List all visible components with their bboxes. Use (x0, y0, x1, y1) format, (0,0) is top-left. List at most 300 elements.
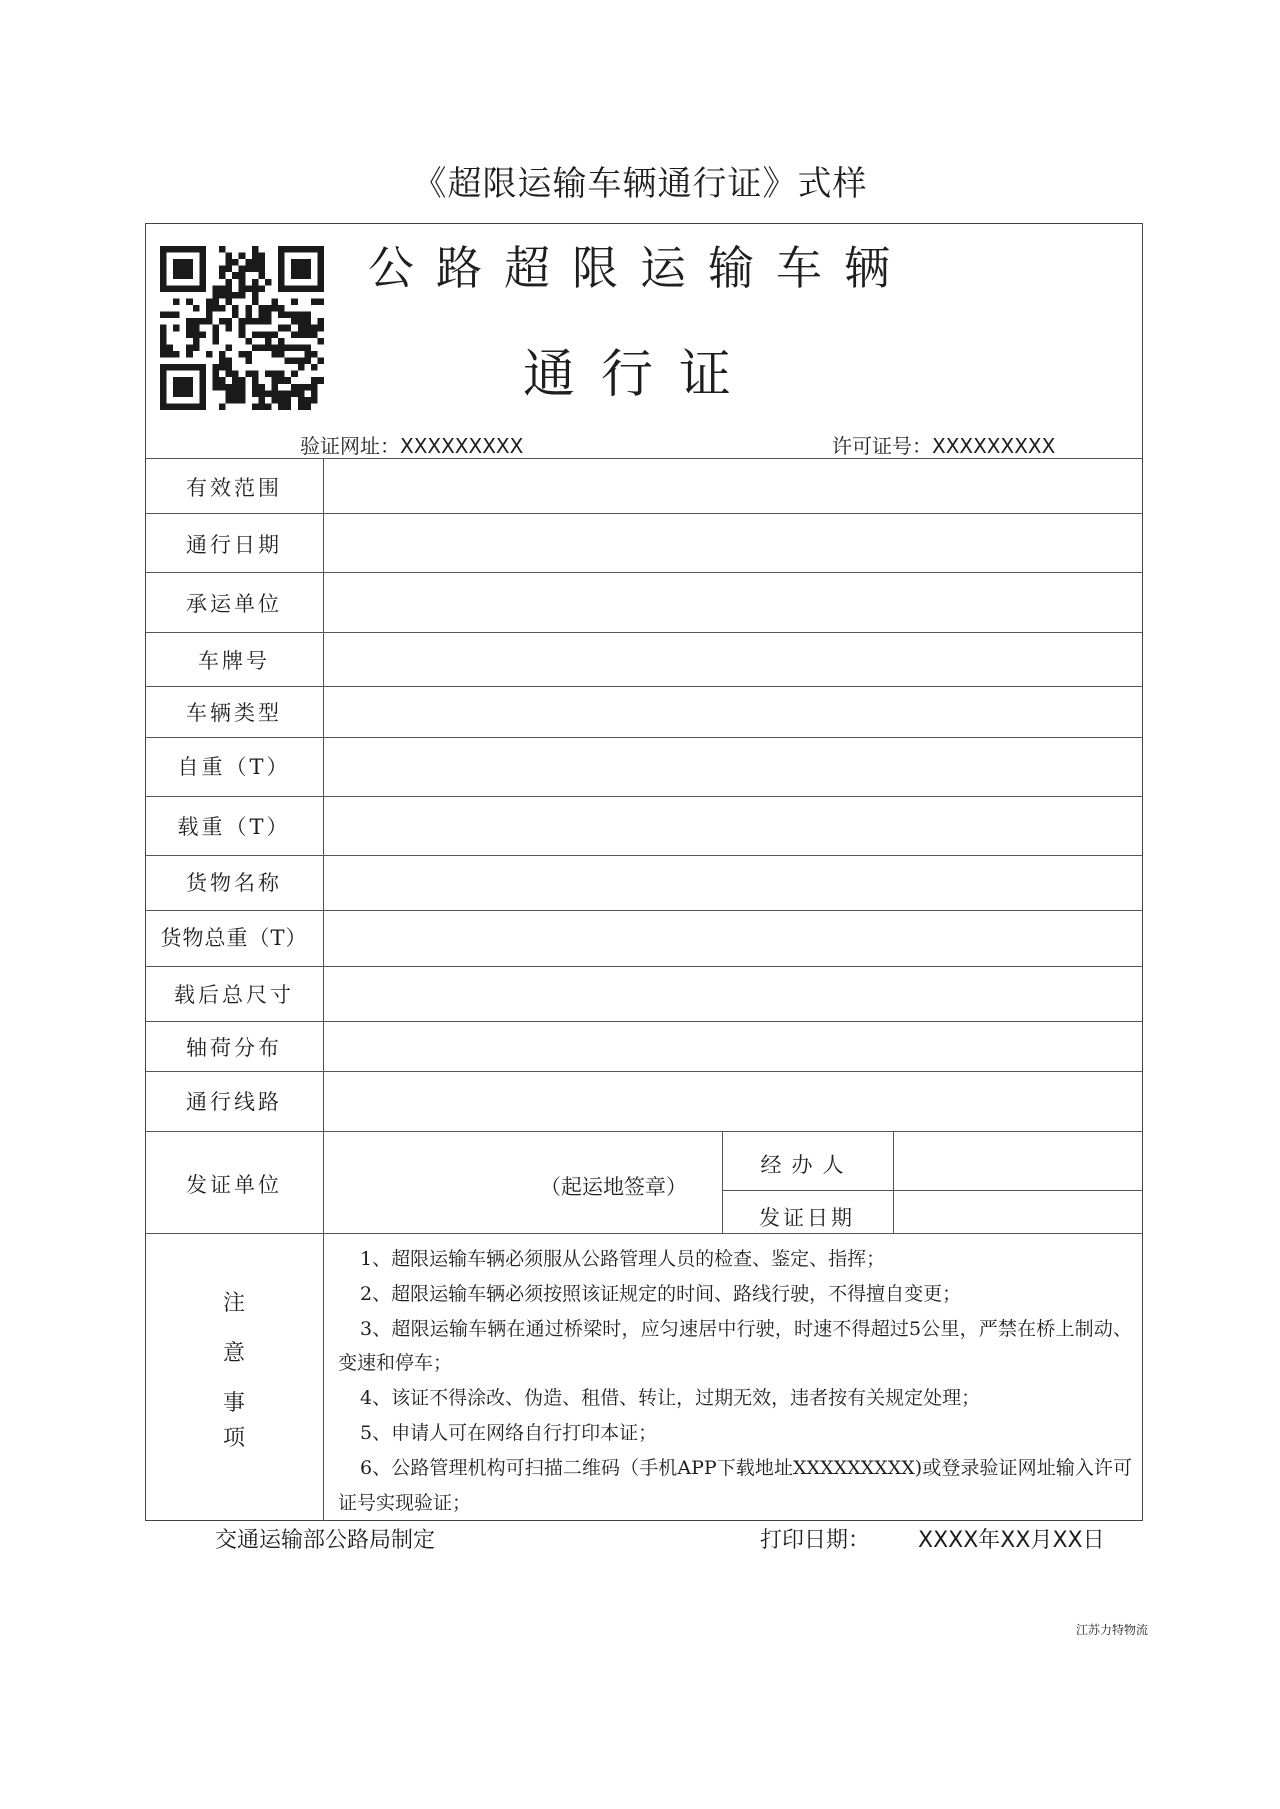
qr-module (291, 266, 298, 273)
qr-module (298, 272, 305, 279)
seal-note: （起运地签章） (540, 1175, 687, 1199)
qr-module (298, 266, 305, 273)
qr-module (285, 403, 292, 410)
qr-module (199, 285, 206, 292)
qr-module (232, 384, 239, 391)
qr-module (167, 403, 174, 410)
qr-module (212, 331, 219, 338)
qr-module (278, 338, 285, 345)
qr-module (186, 331, 193, 338)
qr-module (304, 312, 311, 319)
qr-module (291, 344, 298, 351)
qr-module (219, 318, 226, 325)
qr-module (186, 246, 193, 253)
qr-module (186, 298, 193, 305)
note-item: 2、超限运输车辆必须按照该证规定的时间、路线行驶，不得擅自变更； (360, 1282, 962, 1305)
qr-module (232, 259, 239, 266)
qr-module (317, 266, 324, 273)
qr-module (265, 279, 272, 286)
qr-module (291, 390, 298, 397)
qr-module (317, 279, 324, 286)
qr-module (173, 272, 180, 279)
qr-module (199, 272, 206, 279)
field-label-cargo-name: 货物名称 (186, 871, 282, 895)
qr-module (173, 312, 180, 319)
qr-module (219, 377, 226, 384)
qr-module (160, 351, 167, 358)
qr-module (291, 371, 298, 378)
qr-module (291, 285, 298, 292)
qr-module (173, 266, 180, 273)
qr-module (212, 338, 219, 345)
qr-module (285, 246, 292, 253)
qr-module (258, 266, 265, 273)
qr-module (252, 331, 259, 338)
qr-module (278, 266, 285, 273)
qr-module (186, 384, 193, 391)
qr-module (278, 259, 285, 266)
qr-module (304, 403, 311, 410)
grid-line (722, 1190, 1143, 1191)
qr-module (193, 318, 200, 325)
qr-module (186, 325, 193, 332)
qr-module (226, 371, 233, 378)
field-label-load-weight: 载重（T） (177, 815, 291, 839)
field-label-route: 通行线路 (186, 1090, 282, 1114)
qr-module (252, 371, 259, 378)
qr-module (272, 377, 279, 384)
qr-module (219, 364, 226, 371)
qr-module (252, 292, 259, 299)
qr-module (278, 403, 285, 410)
qr-module (304, 384, 311, 391)
qr-module (278, 272, 285, 279)
qr-module (304, 358, 311, 365)
qr-module (226, 318, 233, 325)
qr-module (186, 318, 193, 325)
note-item: 1、超限运输车辆必须服从公路管理人员的检查、鉴定、指挥； (360, 1248, 886, 1270)
qr-module (160, 285, 167, 292)
grid-line (323, 458, 324, 1521)
qr-module (278, 325, 285, 332)
qr-module (298, 246, 305, 253)
qr-module (226, 285, 233, 292)
qr-module (212, 285, 219, 292)
qr-module (173, 377, 180, 384)
qr-module (239, 351, 246, 358)
qr-module (304, 351, 311, 358)
qr-module (258, 390, 265, 397)
permit-number: 许可证号：XXXXXXXXX (832, 434, 1056, 458)
qr-module (199, 364, 206, 371)
notes-label-char: 事 (222, 1391, 245, 1416)
qr-module (258, 318, 265, 325)
qr-module (258, 253, 265, 260)
grid-line (145, 737, 1143, 738)
qr-module (232, 397, 239, 404)
qr-module (219, 246, 226, 253)
grid-line (145, 513, 1143, 514)
qr-module (298, 390, 305, 397)
qr-module (252, 344, 259, 351)
qr-module (317, 259, 324, 266)
qr-module (291, 272, 298, 279)
qr-module (239, 272, 246, 279)
qr-module (317, 246, 324, 253)
note-item: 6、公路管理机构可扫描二维码（手机APP下载地址XXXXXXXXX)或登录验证网址输入许可证号实现验证； (338, 1456, 1132, 1514)
qr-module (173, 246, 180, 253)
qr-module (252, 246, 259, 253)
qr-module (285, 358, 292, 365)
qr-module (160, 344, 167, 351)
qr-module (298, 384, 305, 391)
qr-module (258, 285, 265, 292)
qr-module (252, 285, 259, 292)
qr-module (186, 390, 193, 397)
qr-module (173, 351, 180, 358)
permit-subtitle: 通行证 (522, 345, 757, 405)
handler-label: 经办人 (760, 1153, 854, 1177)
qr-module (285, 390, 292, 397)
qr-module (226, 390, 233, 397)
qr-module (193, 246, 200, 253)
qr-module (291, 384, 298, 391)
qr-module (206, 312, 213, 319)
field-label-plate-number: 车牌号 (198, 649, 270, 673)
qr-module (199, 279, 206, 286)
field-label-curb-weight: 自重（T） (177, 755, 291, 779)
qr-module (252, 318, 259, 325)
qr-module (186, 272, 193, 279)
qr-module (180, 364, 187, 371)
qr-module (278, 279, 285, 286)
qr-module (265, 312, 272, 319)
qr-module (186, 403, 193, 410)
qr-module (258, 305, 265, 312)
field-label-pass-date: 通行日期 (186, 533, 282, 557)
qr-module (186, 259, 193, 266)
grid-line (145, 1071, 1143, 1072)
qr-module (199, 259, 206, 266)
qr-module (212, 371, 219, 378)
qr-module (278, 390, 285, 397)
qr-module (199, 246, 206, 253)
print-date-label: 打印日期： (760, 1528, 871, 1553)
qr-module (199, 397, 206, 404)
qr-module (317, 358, 324, 365)
qr-module (199, 318, 206, 325)
qr-module (278, 305, 285, 312)
qr-module (239, 384, 246, 391)
qr-module (265, 403, 272, 410)
qr-module (285, 325, 292, 332)
notes-list (338, 1242, 1132, 1520)
qr-module (219, 351, 226, 358)
qr-module (180, 272, 187, 279)
qr-module (285, 312, 292, 319)
qr-module (258, 272, 265, 279)
qr-module (173, 403, 180, 410)
page-title: 《超限运输车辆通行证》式样 (412, 164, 868, 204)
notes-label-char: 意 (222, 1341, 245, 1366)
print-date-value: XXXX年XX月XX日 (918, 1528, 1105, 1553)
qr-module (311, 351, 318, 358)
grid-line (145, 572, 1143, 573)
qr-module (232, 371, 239, 378)
qr-module (206, 318, 213, 325)
qr-module (160, 338, 167, 345)
qr-module (193, 344, 200, 351)
qr-module (167, 364, 174, 371)
qr-module (219, 272, 226, 279)
qr-module (193, 285, 200, 292)
qr-module (258, 312, 265, 319)
qr-module (186, 285, 193, 292)
notes-label-char: 注 (222, 1291, 245, 1316)
qr-module (160, 325, 167, 332)
qr-module (160, 253, 167, 260)
qr-module (199, 377, 206, 384)
qr-module (278, 377, 285, 384)
qr-module (272, 305, 279, 312)
qr-module (291, 318, 298, 325)
qr-module (199, 403, 206, 410)
qr-module (298, 331, 305, 338)
note-item: 4、该证不得涂改、伪造、租借、转让，过期无效，违者按有关规定处理； (360, 1387, 981, 1410)
qr-module (212, 384, 219, 391)
grid-line (145, 910, 1143, 911)
qr-module (285, 344, 292, 351)
qr-module (258, 259, 265, 266)
qr-module (291, 259, 298, 266)
qr-module (239, 390, 246, 397)
field-label-vehicle-type: 车辆类型 (186, 701, 282, 725)
qr-module (304, 397, 311, 404)
qr-module (219, 358, 226, 365)
qr-module (193, 325, 200, 332)
qr-module (226, 397, 233, 404)
field-label-axle-load: 轴荷分布 (186, 1036, 282, 1060)
qr-module (311, 390, 318, 397)
qr-module (180, 403, 187, 410)
qr-module (285, 397, 292, 404)
qr-module (317, 338, 324, 345)
qr-module (226, 292, 233, 299)
field-label-carrier: 承运单位 (186, 592, 282, 616)
qr-module (160, 390, 167, 397)
qr-module (298, 325, 305, 332)
qr-module (258, 397, 265, 404)
qr-module (245, 358, 252, 365)
qr-module (291, 246, 298, 253)
qr-code[interactable] (160, 246, 324, 410)
qr-module (317, 285, 324, 292)
qr-module (265, 371, 272, 378)
qr-module (226, 298, 233, 305)
qr-module (226, 253, 233, 260)
qr-module (173, 285, 180, 292)
qr-module (317, 325, 324, 332)
qr-module (252, 279, 259, 286)
qr-module (272, 344, 279, 351)
qr-module (186, 266, 193, 273)
qr-module (206, 298, 213, 305)
qr-module (311, 298, 318, 305)
qr-module (278, 285, 285, 292)
qr-module (304, 272, 311, 279)
qr-module (239, 266, 246, 273)
qr-module (160, 279, 167, 286)
qr-module (186, 351, 193, 358)
qr-module (278, 371, 285, 378)
qr-module (298, 344, 305, 351)
qr-module (232, 305, 239, 312)
qr-module (317, 318, 324, 325)
qr-module (173, 259, 180, 266)
qr-module (193, 338, 200, 345)
qr-module (160, 312, 167, 319)
qr-module (173, 364, 180, 371)
permit-title: 公路超限运输车辆 (368, 241, 912, 295)
qr-module (317, 272, 324, 279)
qr-module (245, 266, 252, 273)
qr-module (212, 364, 219, 371)
qr-module (272, 384, 279, 391)
notes-label-char: 项 (222, 1426, 245, 1451)
footer-maker: 交通运输部公路局制定 (215, 1528, 436, 1553)
qr-module (180, 377, 187, 384)
qr-module (239, 331, 246, 338)
qr-module (291, 312, 298, 319)
qr-module (245, 371, 252, 378)
qr-module (245, 312, 252, 319)
qr-module (160, 266, 167, 273)
qr-module (226, 344, 233, 351)
qr-module (304, 285, 311, 292)
qr-module (199, 384, 206, 391)
qr-module (245, 351, 252, 358)
qr-module (160, 371, 167, 378)
qr-module (291, 331, 298, 338)
qr-module (232, 312, 239, 319)
qr-module (311, 397, 318, 404)
qr-module (272, 351, 279, 358)
qr-module (232, 377, 239, 384)
qr-module (298, 259, 305, 266)
grid-line (145, 686, 1143, 687)
qr-module (265, 390, 272, 397)
qr-module (180, 285, 187, 292)
qr-module (285, 285, 292, 292)
qr-module (245, 305, 252, 312)
qr-module (304, 318, 311, 325)
qr-module (245, 285, 252, 292)
qr-module (265, 331, 272, 338)
qr-module (180, 390, 187, 397)
qr-module (186, 364, 193, 371)
qr-module (212, 292, 219, 299)
qr-module (304, 331, 311, 338)
qr-module (180, 384, 187, 391)
qr-module (160, 403, 167, 410)
issue-date-label: 发证日期 (759, 1206, 855, 1230)
grid-line (145, 855, 1143, 856)
qr-module (252, 403, 259, 410)
qr-module (160, 246, 167, 253)
qr-module (311, 246, 318, 253)
qr-module (226, 384, 233, 391)
qr-module (193, 331, 200, 338)
qr-module (298, 312, 305, 319)
qr-module (226, 279, 233, 286)
qr-module (193, 305, 200, 312)
qr-module (239, 279, 246, 286)
qr-module (317, 298, 324, 305)
qr-module (219, 305, 226, 312)
qr-module (311, 325, 318, 332)
qr-module (317, 253, 324, 260)
qr-module (239, 318, 246, 325)
qr-module (239, 292, 246, 299)
grid-line (145, 1021, 1143, 1022)
qr-module (239, 285, 246, 292)
qr-module (199, 390, 206, 397)
qr-module (219, 285, 226, 292)
grid-line (893, 1131, 894, 1233)
qr-module (212, 298, 219, 305)
qr-module (239, 397, 246, 404)
qr-module (186, 377, 193, 384)
qr-module (232, 272, 239, 279)
qr-module (311, 285, 318, 292)
qr-module (272, 390, 279, 397)
qr-module (173, 390, 180, 397)
qr-module (258, 344, 265, 351)
grid-line (145, 1233, 1143, 1234)
qr-module (173, 384, 180, 391)
qr-module (160, 377, 167, 384)
qr-module (206, 351, 213, 358)
qr-module (278, 312, 285, 319)
qr-module (167, 246, 174, 253)
qr-module (199, 371, 206, 378)
qr-module (239, 325, 246, 332)
qr-module (186, 344, 193, 351)
qr-module (278, 253, 285, 260)
qr-module (317, 377, 324, 384)
qr-module (245, 338, 252, 345)
qr-module (252, 390, 259, 397)
qr-module (298, 358, 305, 365)
qr-module (226, 266, 233, 273)
qr-module (278, 344, 285, 351)
qr-module (258, 403, 265, 410)
qr-module (252, 259, 259, 266)
qr-module (239, 253, 246, 260)
qr-module (272, 298, 279, 305)
qr-module (160, 272, 167, 279)
grid-line (145, 966, 1143, 967)
qr-module (206, 305, 213, 312)
qr-module (298, 397, 305, 404)
qr-module (232, 292, 239, 299)
qr-module (298, 364, 305, 371)
qr-module (272, 371, 279, 378)
qr-module (173, 325, 180, 332)
qr-module (252, 253, 259, 260)
qr-module (160, 259, 167, 266)
qr-module (219, 292, 226, 299)
